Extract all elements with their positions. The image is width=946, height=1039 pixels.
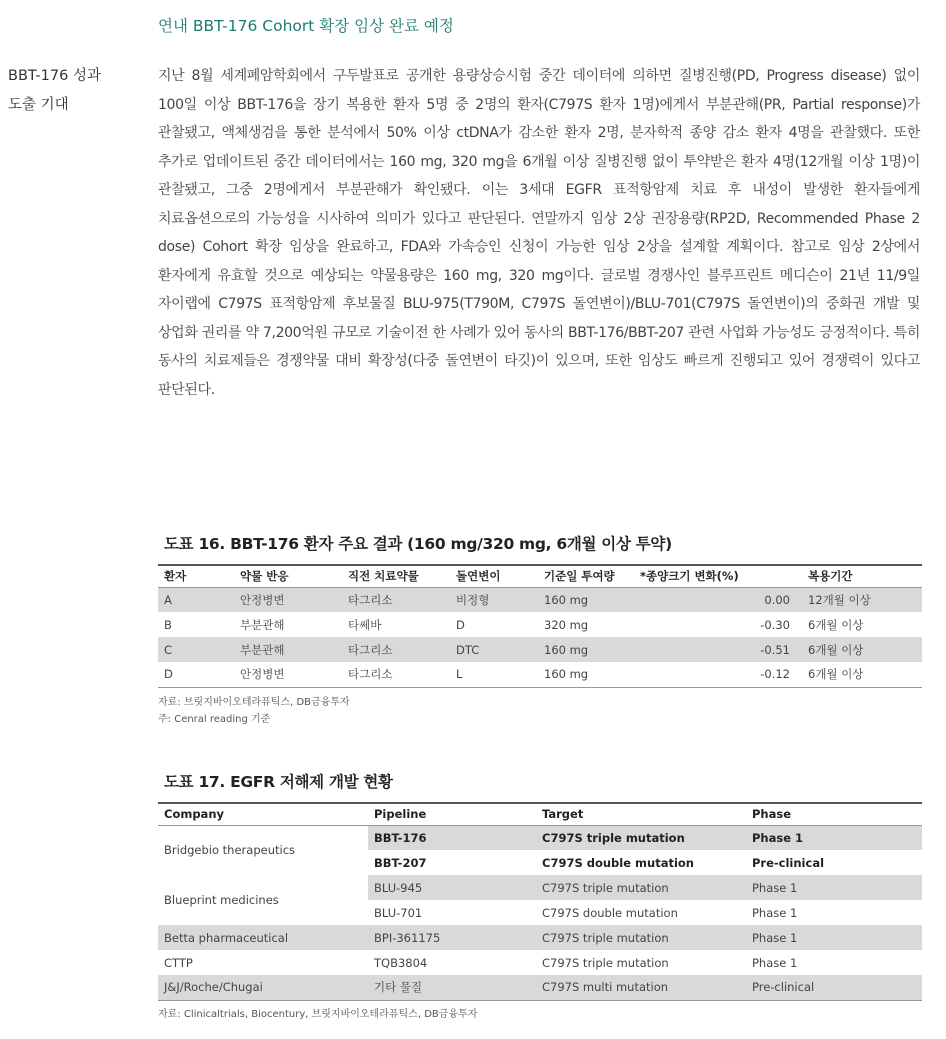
table16-header: 약물 반응	[234, 565, 342, 587]
table17-phase-cell: Phase 1	[746, 925, 922, 950]
table17-pipeline-cell: 기타 물질	[368, 975, 536, 1000]
table17-target-cell: C797S triple mutation	[536, 825, 746, 850]
table16-cell: 160 mg	[538, 637, 634, 662]
table17-target-cell: C797S triple mutation	[542, 955, 669, 970]
table17	[158, 802, 922, 1001]
table17-pipeline-cell: BPI-361175	[368, 925, 536, 950]
table17-phase-cell: Phase 1	[746, 875, 922, 900]
table16-cell: DTC	[450, 637, 538, 662]
table17-header: Pipeline	[368, 803, 536, 825]
table16-header: 직전 치료약물	[342, 565, 450, 587]
side-label-line-1: BBT-176 성과	[8, 68, 101, 84]
table16-row	[158, 662, 922, 687]
table16-cell: 6개월 이상	[802, 637, 922, 662]
section-heading: 연내 BBT-176 Cohort 확장 임상 완료 예정	[158, 17, 454, 35]
table17-pipeline-cell: TQB3804	[374, 955, 428, 970]
table16-row	[158, 637, 922, 662]
table17-pipeline-cell: BLU-701	[374, 905, 423, 920]
table16-cell: L	[450, 662, 538, 687]
table17-row	[158, 825, 922, 850]
table16-header: 돌연변이	[450, 565, 538, 587]
table17-title: 도표 17. EGFR 저해제 개발 현황	[164, 773, 393, 791]
table17-pipeline-cell: BBT-207	[374, 855, 427, 870]
table16-cell: 부분관해	[240, 617, 285, 632]
table17-target-cell: C797S triple mutation	[536, 875, 746, 900]
table16-header: 기준일 투여량	[538, 565, 634, 587]
table16-cell: 타쎄바	[348, 617, 382, 632]
table16-cell: -0.12	[634, 662, 802, 687]
table16-cell: 12개월 이상	[802, 587, 922, 612]
table16-cell: -0.30	[760, 617, 790, 632]
table17-source: 자료: Clinicaltrials, Biocentury, 브릿지바이오테라퓨틱스, DB금융투자	[158, 1009, 478, 1020]
table17-phase-cell: Phase 1	[752, 955, 798, 970]
table16	[158, 564, 922, 688]
table17-company-cell: Blueprint medicines	[158, 875, 368, 925]
table16-cell: 안정병변	[234, 587, 342, 612]
table17-target-cell: C797S multi mutation	[536, 975, 746, 1000]
table17-target-cell: C797S double mutation	[542, 905, 678, 920]
table17-header-row	[158, 803, 922, 825]
table17-phase-cell: Phase 1	[746, 825, 922, 850]
table16-cell: 160 mg	[538, 662, 634, 687]
table16-cell: 타그리소	[342, 662, 450, 687]
table16-header-row	[158, 565, 922, 587]
table16-header: *종양크기 변화(%)	[634, 565, 802, 587]
table17-row	[158, 925, 922, 950]
table16-row	[158, 587, 922, 612]
table16-cell: -0.51	[634, 637, 802, 662]
table16-cell: D	[158, 662, 234, 687]
table16-row	[158, 612, 922, 637]
table16-cell: 6개월 이상	[802, 662, 922, 687]
table16-cell: 부분관해	[234, 637, 342, 662]
table17-company-cell: J&J/Roche/Chugai	[158, 975, 368, 1000]
table17-phase-cell: Phase 1	[752, 905, 798, 920]
table17-row	[158, 975, 922, 1000]
table17-phase-cell: Pre-clinical	[746, 975, 922, 1000]
table16-cell: D	[456, 617, 465, 632]
table16-cell: 비정형	[450, 587, 538, 612]
table16-cell: 타그리소	[342, 637, 450, 662]
table17-header: Target	[536, 803, 746, 825]
table16-cell: 6개월 이상	[808, 617, 864, 632]
table16-cell: 160 mg	[538, 587, 634, 612]
table16-cell: 안정병변	[234, 662, 342, 687]
table17-pipeline-cell: BLU-945	[368, 875, 536, 900]
table17-header: Company	[158, 803, 368, 825]
side-label	[8, 62, 101, 119]
table16-cell: A	[158, 587, 234, 612]
table16-cell: 0.00	[634, 587, 802, 612]
table16-header: 환자	[158, 565, 234, 587]
table16-cell: 타그리소	[342, 587, 450, 612]
table17-header: Phase	[746, 803, 922, 825]
table16-footnote: 주: Cenral reading 기준	[158, 714, 271, 725]
table17-company-cell: Betta pharmaceutical	[158, 925, 368, 950]
side-label-line-2: 도출 기대	[8, 96, 69, 113]
table17-row	[158, 875, 922, 900]
table17-target-cell: C797S double mutation	[542, 855, 694, 870]
table17-pipeline-cell: BBT-176	[368, 825, 536, 850]
table16-cell: B	[164, 617, 172, 632]
table17-company-cell: CTTP	[164, 955, 193, 970]
table17-company-cell: Bridgebio therapeutics	[158, 825, 368, 875]
table16-header: 복용기간	[802, 565, 922, 587]
table16-cell: C	[158, 637, 234, 662]
table17-target-cell: C797S triple mutation	[536, 925, 746, 950]
table16-title: 도표 16. BBT-176 환자 주요 결과 (160 mg/320 mg, 6개월 이상 투약)	[164, 535, 672, 553]
table17-phase-cell: Pre-clinical	[752, 855, 825, 870]
table16-cell: 320 mg	[544, 617, 589, 632]
table17-row	[158, 950, 922, 975]
table16-source: 자료: 브릿지바이오테라퓨틱스, DB금융투자	[158, 697, 350, 708]
body-paragraph: 지난 8월 세계폐암학회에서 구두발표로 공개한 용량상승시험 중간 데이터에 의하면 질병진행(PD, Progress disease) 없이 100일 이상 BBT-176을 장기 복용한 환자 5명 중 2명의 환자(C797S 환자 1명)에게서 부분관해(PR, Partial response)가 관찰됐고, 액체생검을 통한 분석에서 50% 이상 ctDNA가 감소한 환자 2명, 분자학적 종양 감소 환자 4명을 관찰했다. 또한 추가로 업데이트된 중간 데이터에서는 160 mg, 320 mg을 6개월 이상 질병진행 없이 투약받은 환자 4명(12개월 이상 1명)이 관찰됐고, 그중 2명에게서 부분관해가 확인됐다. 이는 3세대 EGFR 표적항암제 치료 후 내성이 발생한 환자들에게 치료옵션으로의 가능성을 시사하여 의미가 있다고 판단된다. 연말까지 임상 2상 권장용량(RP2D, Recommended Phase 2 dose) Cohort 확장 임상을 완료하고, FDA와 가속승인 신청이 가능한 임상 2상을 설계할 계획이다. 참고로 임상 2상에서 환자에게 유효할 것으로 예상되는 약물용량은 160 mg, 320 mg이다. 글로벌 경쟁사인 블루프린트 메디슨이 21년 11/9일 자이랩에 C797S 표적항암제 후보물질 BLU-975(T790M, C797S 돌연변이)/BLU-701(C797S 돌연변이)의 중화권 개발 및 상업화 권리를 약 7,200억원 규모로 기술이전 한 사례가 있어 동사의 BBT-176/BBT-207 관련 사업화 가능성도 긍정적이다. 특히 동사의 치료제들은 경쟁약물 대비 확장성(다중 돌연변이 타깃)이 있으며, 또한 임상도 빠르게 진행되고 있어 경쟁력이 있다고 판단된다.	[158, 68, 920, 398]
